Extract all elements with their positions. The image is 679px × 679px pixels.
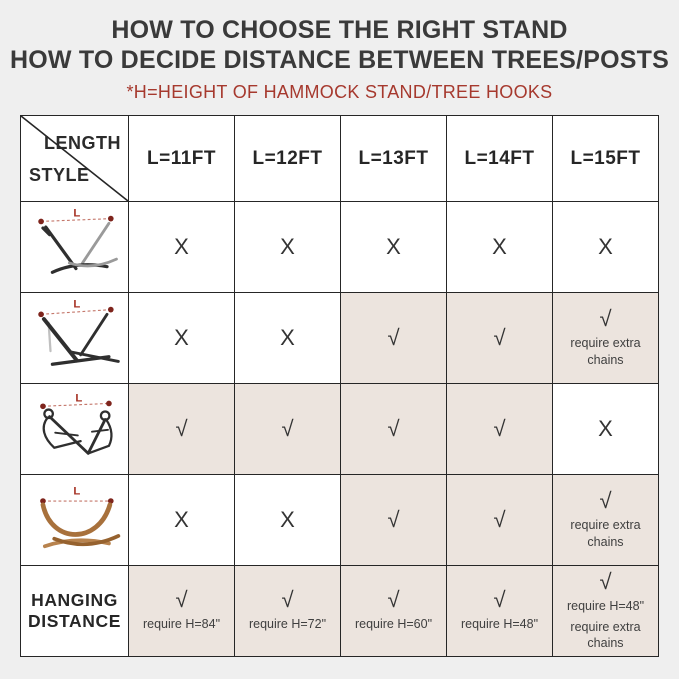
mark-check: √ — [175, 587, 188, 613]
table-row — [21, 293, 659, 384]
table-cell — [447, 566, 553, 657]
length-dim-label: L — [72, 484, 80, 497]
mark-check: √ — [599, 568, 612, 594]
table-row — [21, 202, 659, 293]
mark-x: X — [174, 234, 189, 259]
style-cell — [21, 293, 129, 384]
page-title-line1: HOW TO CHOOSE THE RIGHT STAND — [111, 16, 568, 44]
mark-x: X — [174, 325, 189, 350]
table-cell — [553, 384, 659, 475]
column-header-label: L=12FT — [252, 147, 323, 169]
mark-x: X — [280, 234, 295, 259]
mark-check: √ — [281, 416, 294, 441]
mark-x: X — [280, 507, 295, 532]
column-header-label: L=15FT — [570, 147, 641, 169]
mark-x: X — [598, 234, 613, 259]
mark-check: √ — [493, 325, 506, 350]
column-header-label: L=13FT — [358, 147, 429, 169]
cell-note: require H=84" — [142, 617, 221, 632]
mark-check: √ — [493, 416, 506, 441]
table-cell — [447, 475, 553, 566]
column-header — [553, 116, 659, 202]
table-cell — [341, 566, 447, 657]
table-cell — [235, 293, 341, 384]
mark-check: √ — [599, 488, 612, 514]
table-cell — [129, 475, 235, 566]
mark-check: √ — [281, 587, 294, 613]
hanging-distance-label-line1: HANGING — [31, 590, 118, 610]
page-subtitle: *H=HEIGHT OF HAMMOCK STAND/TREE HOOKS — [126, 82, 553, 102]
corner-length-label: LENGTH — [44, 133, 121, 153]
mark-check: √ — [387, 325, 400, 350]
cell-note: require H=48" — [460, 617, 539, 632]
mark-x: X — [280, 325, 295, 350]
style-cell — [21, 384, 129, 475]
table-cell — [341, 293, 447, 384]
diagonal-divider — [21, 116, 128, 201]
cell-note: require H=48" — [566, 598, 645, 613]
table-cell — [235, 475, 341, 566]
mark-check: √ — [599, 306, 612, 332]
cell-note: require H=72" — [248, 617, 327, 632]
mark-x: X — [492, 234, 507, 259]
table-cell — [129, 384, 235, 475]
corner-cell — [21, 116, 129, 202]
steel-m-stand-icon — [26, 386, 124, 468]
table-header-row — [21, 116, 659, 202]
mark-check: √ — [175, 416, 188, 441]
corner-style-label: STYLE — [29, 165, 90, 185]
mark-check: √ — [493, 507, 506, 532]
table-cell — [129, 202, 235, 293]
column-header — [235, 116, 341, 202]
length-dim-label: L — [72, 207, 80, 220]
cell-note: require extra chains — [570, 336, 641, 367]
mark-check: √ — [493, 587, 506, 613]
length-dim-label: L — [72, 298, 80, 311]
column-header — [341, 116, 447, 202]
mark-x: X — [598, 416, 613, 441]
cell-note: require H=60" — [354, 617, 433, 632]
table-cell — [553, 293, 659, 384]
column-header-label: L=11FT — [147, 147, 216, 169]
steel-v-stand-icon — [26, 295, 124, 377]
compatibility-table — [20, 115, 659, 657]
table-cell — [553, 202, 659, 293]
mark-check: √ — [387, 416, 400, 441]
page-header — [0, 0, 679, 103]
table-cell — [341, 475, 447, 566]
table-cell — [341, 202, 447, 293]
table-row-hanging-distance — [21, 566, 659, 657]
hanging-distance-label-cell — [21, 566, 129, 657]
length-dim-label: L — [74, 392, 82, 405]
steel-tripod-stand-icon — [26, 204, 124, 286]
column-header-label: L=14FT — [464, 147, 535, 169]
table-row — [21, 384, 659, 475]
style-cell — [21, 202, 129, 293]
table-cell — [447, 202, 553, 293]
cell-note: require extra chains — [570, 619, 641, 651]
table-cell — [129, 293, 235, 384]
mark-check: √ — [387, 587, 400, 613]
table-cell — [553, 566, 659, 657]
style-cell — [21, 475, 129, 566]
column-header — [129, 116, 235, 202]
mark-x: X — [174, 507, 189, 532]
table-cell — [341, 384, 447, 475]
page-title-line2: HOW TO DECIDE DISTANCE BETWEEN TREES/POSTS — [10, 45, 669, 74]
cell-note: require extra chains — [570, 518, 641, 549]
table-row — [21, 475, 659, 566]
table-cell — [235, 384, 341, 475]
table-cell — [129, 566, 235, 657]
table-cell — [235, 566, 341, 657]
table-cell — [447, 293, 553, 384]
mark-check: √ — [387, 507, 400, 532]
column-header — [447, 116, 553, 202]
table-cell — [553, 475, 659, 566]
table-cell — [235, 202, 341, 293]
wooden-arc-stand-icon — [26, 477, 124, 559]
mark-x: X — [386, 234, 401, 259]
table-cell — [447, 384, 553, 475]
hanging-distance-label-line2: DISTANCE — [28, 611, 121, 631]
